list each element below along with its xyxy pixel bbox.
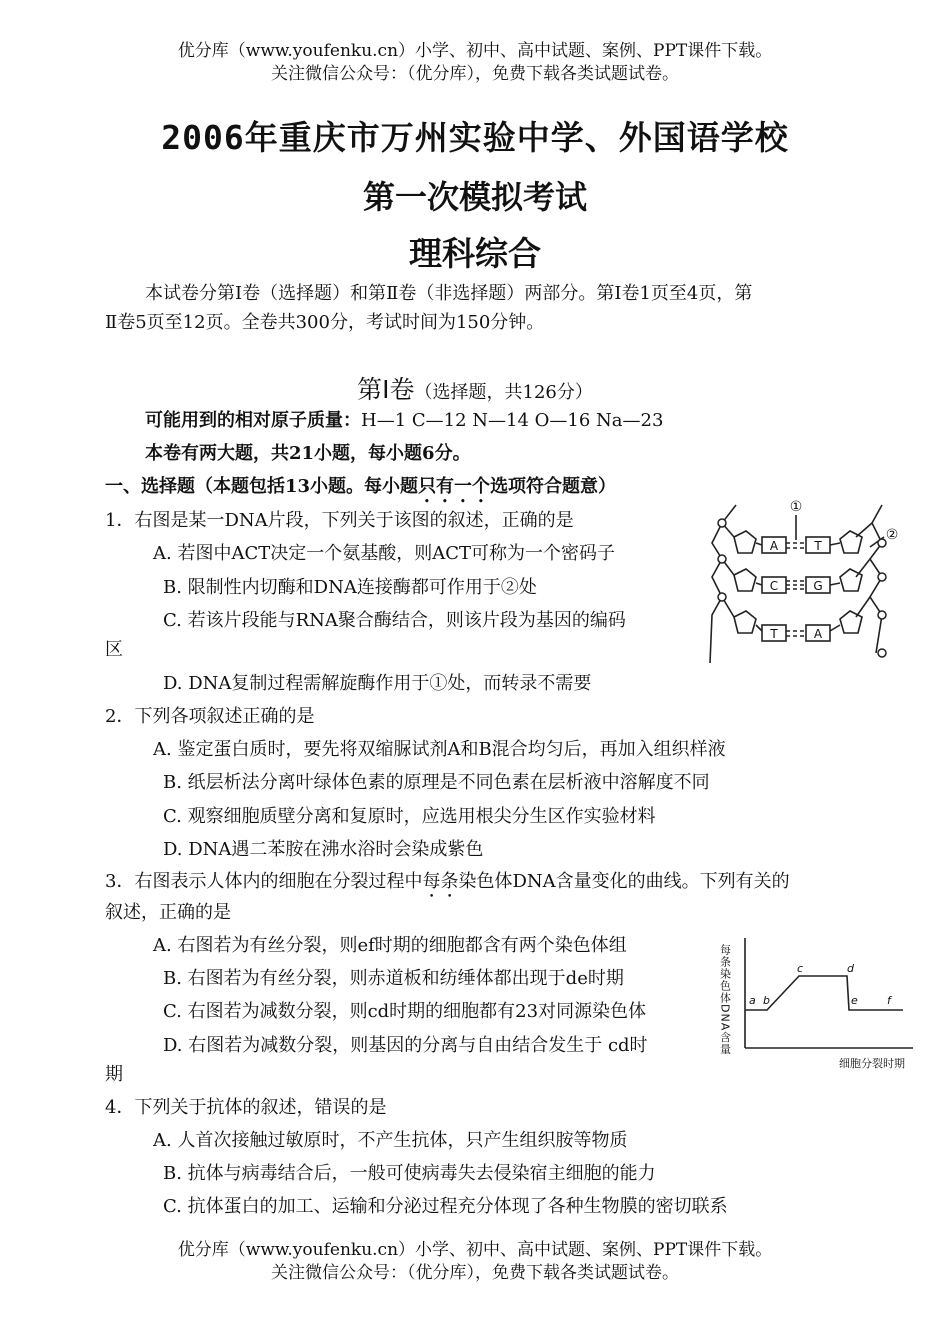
base-label: T: [770, 627, 778, 641]
graph-point-c: c: [797, 962, 804, 975]
atomic-mass-line: [145, 408, 663, 434]
exam-title: 2006年重庆市万州实验中学、外国语学校: [161, 118, 789, 157]
base-label: T: [814, 539, 822, 553]
phosphate-icon: [878, 649, 886, 657]
graph-point-b: b: [763, 994, 770, 1007]
footer-line-2: 关注微信公众号：（优分库），免费下载各类试题试卷。: [271, 1263, 679, 1283]
base-label: A: [813, 627, 823, 641]
q2-option-c: C. 观察细胞质壁分离和复原时，应选用根尖分生区作实验材料: [163, 806, 656, 827]
q3-stem-post: 染色体DNA含量变化的曲线。下列有关的: [458, 871, 790, 892]
section-heading-post: 选项符合题意）: [490, 476, 617, 497]
q3-stem-cont: 叙述，正确的是: [105, 902, 231, 923]
part1-heading: [0, 370, 950, 406]
q3-option-c: C. 右图若为减数分裂，则cd时期的细胞都有23对同源染色体: [163, 1001, 647, 1022]
section-heading-emphasis: 只有一个: [418, 476, 491, 497]
q1-option-a: A. 若图中ACT决定一个氨基酸，则ACT可称为一个密码子: [153, 543, 615, 564]
dna-figure: [700, 495, 910, 670]
exam-subtitle: 第一次模拟考试: [362, 178, 587, 216]
q1-option-b: B. 限制性内切酶和DNA连接酶都可作用于②处: [163, 577, 537, 598]
q1-stem: 1．右图是某一DNA片段，下列关于该图的叙述，正确的是: [105, 510, 574, 531]
phosphate-icon: [718, 519, 726, 527]
part1-title: 第Ⅰ卷: [357, 375, 415, 404]
exam-subject: 理科综合: [409, 234, 541, 273]
base-label: C: [769, 579, 779, 593]
q2-stem: 2．下列各项叙述正确的是: [105, 706, 315, 727]
atomic-mass-label: 可能用到的相对原子质量：: [145, 410, 361, 431]
graph-y-label: 每条染色体DNA含量: [718, 944, 732, 1056]
intro-line-1: 本试卷分第Ⅰ卷（选择题）和第Ⅱ卷（非选择题）两部分。第Ⅰ卷1页至4页，第: [145, 283, 753, 304]
q3-stem: [105, 869, 790, 902]
graph-point-f: f: [887, 994, 891, 1007]
base-label: G: [813, 579, 823, 593]
q3-option-a: A. 右图若为有丝分裂，则ef时期的细胞都含有两个染色体组: [153, 935, 627, 956]
marker-2: ②: [885, 527, 899, 543]
q3-option-b: B. 右图若为有丝分裂，则赤道板和纺缍体都出现于de时期: [163, 968, 624, 989]
intro-line-2: Ⅱ卷5页至12页。全卷共300分，考试时间为150分钟。: [105, 312, 545, 333]
q1-option-d: D. DNA复制过程需解旋酶作用于①处，而转录不需要: [163, 673, 592, 694]
phosphate-icon: [878, 573, 886, 581]
marker-1: ①: [789, 499, 803, 515]
phosphate-icon: [718, 555, 726, 563]
q3-stem-emphasis: 每条: [422, 871, 459, 892]
q3-option-d-cont: 期: [105, 1064, 123, 1085]
q2-option-b: B. 纸层析法分离叶绿体色素的原理是不同色素在层析液中溶解度不同: [163, 772, 710, 793]
atomic-mass-values: H—1 C—12 N—14 O—16 Na—23: [361, 410, 664, 431]
graph-point-d: d: [847, 962, 854, 975]
q2-option-d: D. DNA遇二苯胺在沸水浴时会染成紫色: [163, 839, 484, 860]
q3-stem-pre: 3．右图表示人体内的细胞在分裂过程中: [105, 871, 423, 892]
q4-option-a: A. 人首次接触过敏原时，不产生抗体，只产生组织胺等物质: [153, 1130, 628, 1151]
phosphate-icon: [718, 593, 726, 601]
phosphate-icon: [878, 611, 886, 619]
part1-note-line: 本卷有两大题，共21小题，每小题6分。: [145, 443, 471, 464]
part1-note: （选择题，共126分）: [414, 382, 593, 403]
q3-option-d: D. 右图若为减数分裂，则基因的分离与自由结合发生于 cd时: [163, 1035, 648, 1056]
q2-option-a: A. 鉴定蛋白质时，要先将双缩脲试剂A和B混合均匀后，再加入组织样液: [153, 739, 726, 760]
footer-line-1: 优分库（www.youfenku.cn）小学、初中、高中试题、案例、PPT课件下载。: [177, 1240, 773, 1260]
graph-point-e: e: [851, 994, 858, 1007]
graph-x-label: 细胞分裂时期: [839, 1057, 905, 1070]
dna-content-graph: [715, 930, 920, 1075]
graph-point-a: a: [749, 994, 756, 1007]
q4-option-b: B. 抗体与病毒结合后，一般可使病毒失去侵染宿主细胞的能力: [163, 1163, 656, 1184]
q4-option-c: C. 抗体蛋白的加工、运输和分泌过程充分体现了各种生物膜的密切联系: [163, 1196, 728, 1217]
q4-stem: 4．下列关于抗体的叙述，错误的是: [105, 1097, 387, 1118]
base-label: A: [769, 539, 779, 553]
q1-option-c-cont: 区: [105, 639, 123, 660]
q1-option-c: C. 若该片段能与RNA聚合酶结合，则该片段为基因的编码: [163, 610, 626, 631]
header-line-1: 优分库（www.youfenku.cn）小学、初中、高中试题、案例、PPT课件下载。: [177, 41, 773, 61]
header-line-2: 关注微信公众号：（优分库），免费下载各类试题试卷。: [271, 64, 679, 84]
section-heading: [105, 474, 616, 507]
section-heading-pre: 一、选择题（本题包括13小题。每小题: [105, 476, 419, 497]
